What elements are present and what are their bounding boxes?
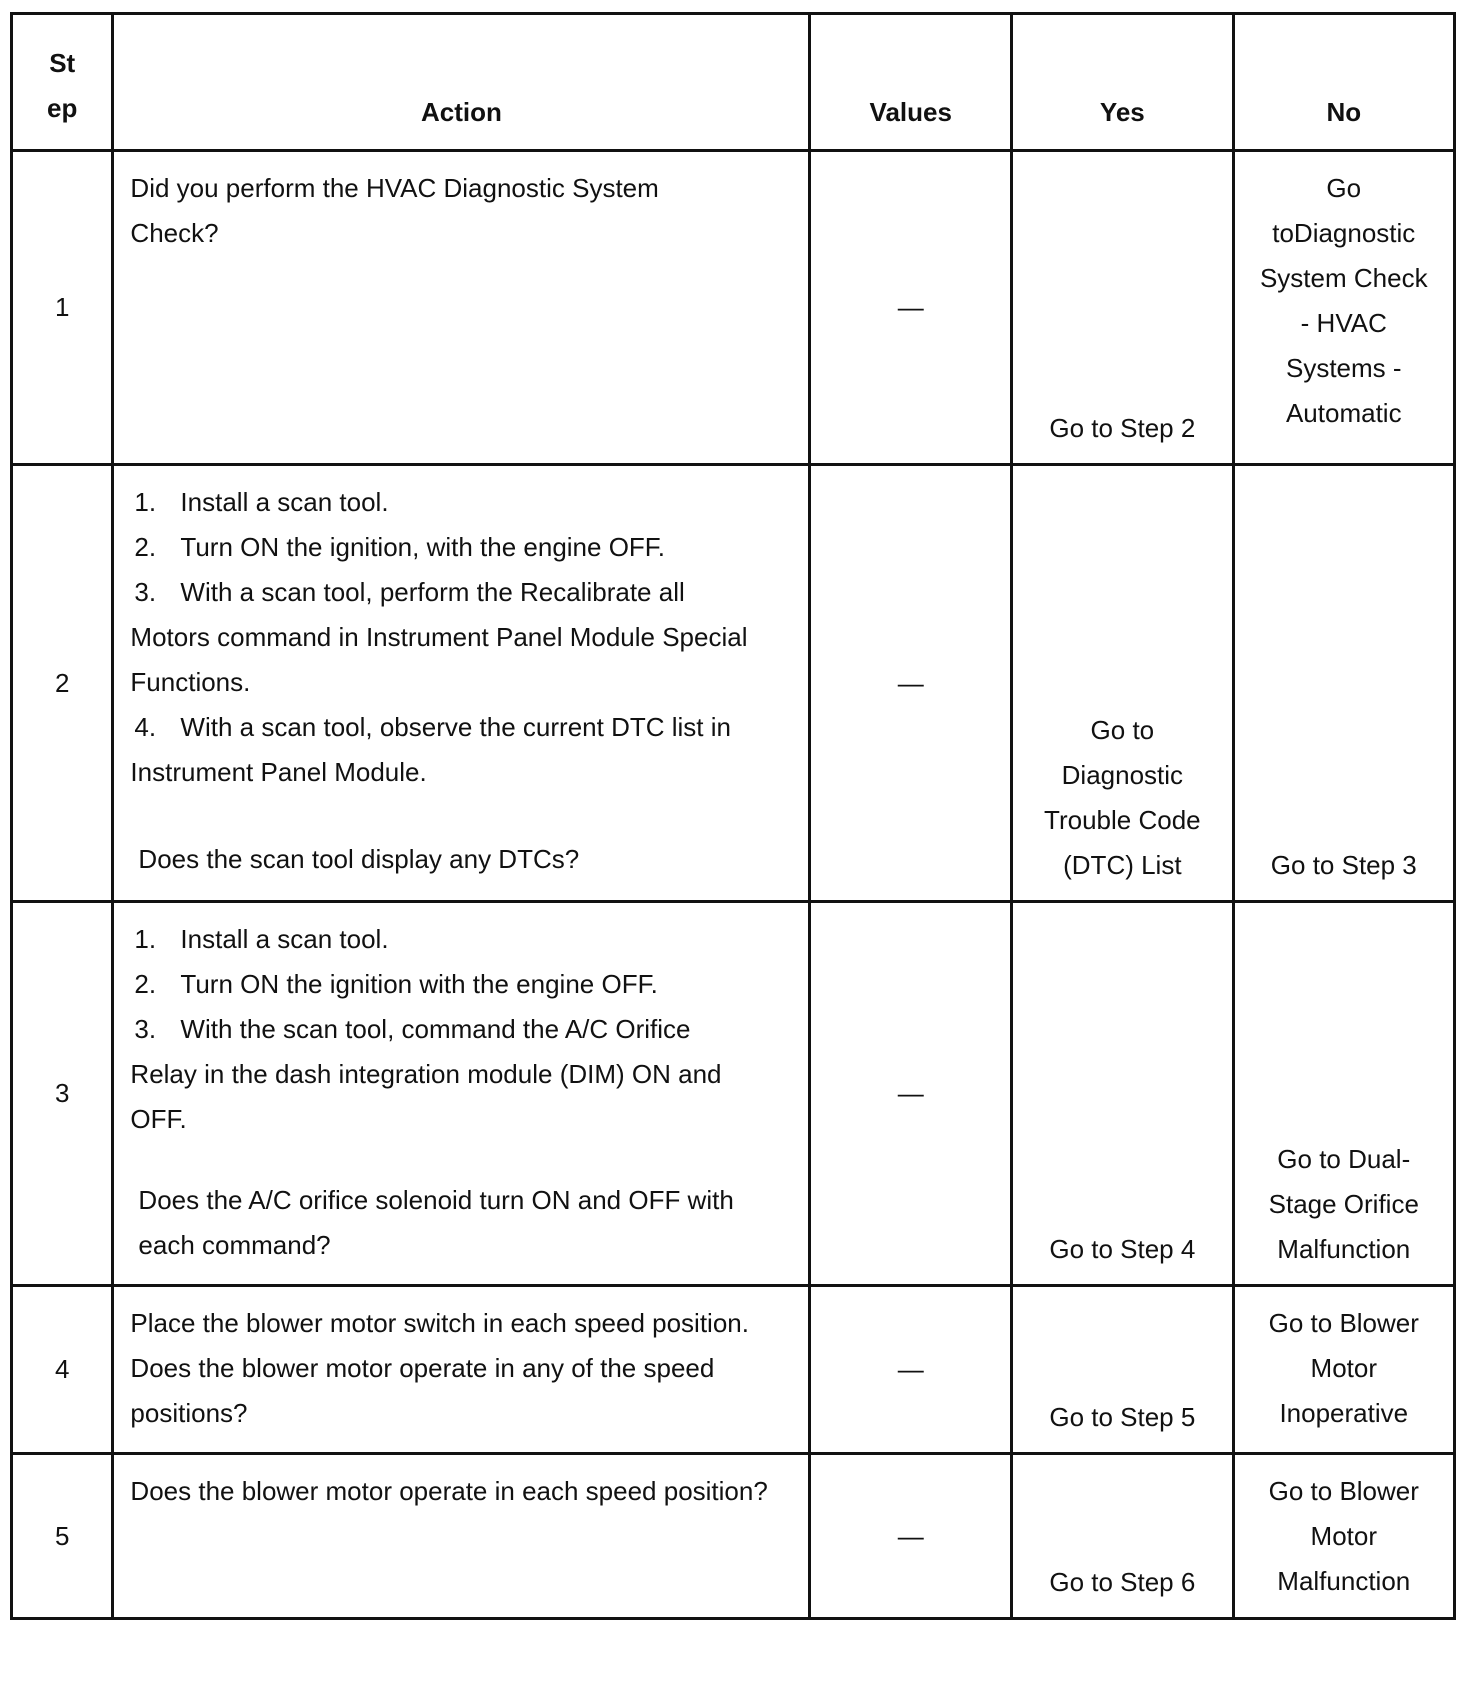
action-cell <box>113 902 810 1286</box>
yes-cell: Go to Step 6 <box>1012 1454 1233 1619</box>
diagnostic-table <box>10 12 1456 1620</box>
no-cell: Go toDiagnostic System Check - HVAC Systems - Automatic <box>1233 151 1454 465</box>
list-item-number: 2. <box>134 969 157 999</box>
step-number: 5 <box>12 1454 113 1619</box>
header-step-line1: St <box>49 48 76 78</box>
header-yes: Yes <box>1012 14 1233 151</box>
step-number: 4 <box>12 1286 113 1454</box>
header-row <box>12 14 1455 151</box>
step-number: 3 <box>12 902 113 1286</box>
list-item-text: With the scan tool, command the A/C Orifice Relay in the dash integration module (DIM) ON and OFF. <box>130 1014 722 1134</box>
values-cell: — <box>810 902 1012 1286</box>
action-cell <box>113 151 810 465</box>
spacer <box>130 1142 748 1178</box>
values-cell: — <box>810 1454 1012 1619</box>
list-item-text: Install a scan tool. <box>180 487 389 517</box>
list-item-number: 4. <box>134 712 157 742</box>
header-step-line2: ep <box>47 93 78 123</box>
diagnostic-table-page <box>10 12 1456 1620</box>
list-item-text: Install a scan tool. <box>180 924 389 954</box>
header-no: No <box>1233 14 1454 151</box>
header-values: Values <box>810 14 1012 151</box>
header-step <box>12 14 113 151</box>
action-text: Does the blower motor operate in each speed position? <box>130 1476 768 1506</box>
values-cell: — <box>810 465 1012 902</box>
list-item-number: 3. <box>134 1014 157 1044</box>
list-item-number: 3. <box>134 577 157 607</box>
list-item-number: 1. <box>134 924 157 954</box>
step-number: 1 <box>12 151 113 465</box>
list-item <box>130 1007 748 1142</box>
header-action: Action <box>113 14 810 151</box>
question-text: Does the A/C orifice solenoid turn ON and OFF with each command? <box>138 1185 734 1260</box>
list-item <box>130 917 748 962</box>
action-text: Place the blower motor switch in each speed position. Does the blower motor operate in any of the speed positions? <box>130 1308 749 1428</box>
step-number: 2 <box>12 465 113 902</box>
values-cell: — <box>810 151 1012 465</box>
question-text: Does the scan tool display any DTCs? <box>138 844 580 874</box>
list-item-text: With a scan tool, perform the Recalibrate all Motors command in Instrument Panel Module Special Functions. <box>130 577 748 697</box>
list-item-number: 1. <box>134 487 157 517</box>
no-cell: Go to Blower Motor Malfunction <box>1233 1454 1454 1619</box>
yes-cell: Go to Step 2 <box>1012 151 1233 465</box>
yes-cell: Go to Step 4 <box>1012 902 1233 1286</box>
no-cell: Go to Dual-Stage Orifice Malfunction <box>1233 902 1454 1286</box>
list-item <box>130 570 748 705</box>
table-row <box>12 902 1455 1286</box>
list-item <box>130 962 748 1007</box>
action-cell <box>113 465 810 902</box>
list-item-text: Turn ON the ignition with the engine OFF. <box>180 969 658 999</box>
list-item <box>130 705 748 795</box>
list-item-text: Turn ON the ignition, with the engine OFF. <box>180 532 666 562</box>
list-item-text: With a scan tool, observe the current DTC list in Instrument Panel Module. <box>130 712 731 787</box>
action-cell <box>113 1286 810 1454</box>
no-cell: Go to Blower Motor Inoperative <box>1233 1286 1454 1454</box>
list-item <box>130 480 748 525</box>
table-row <box>12 1454 1455 1619</box>
table-row <box>12 1286 1455 1454</box>
action-text: Did you perform the HVAC Diagnostic System Check? <box>130 173 659 248</box>
values-cell: — <box>810 1286 1012 1454</box>
action-cell <box>113 1454 810 1619</box>
list-item <box>130 525 748 570</box>
list-item-number: 2. <box>134 532 157 562</box>
table-row <box>12 151 1455 465</box>
spacer <box>130 795 748 837</box>
table-row <box>12 465 1455 902</box>
yes-cell: Go to Step 5 <box>1012 1286 1233 1454</box>
no-cell: Go to Step 3 <box>1233 465 1454 902</box>
yes-cell: Go to Diagnostic Trouble Code (DTC) List <box>1012 465 1233 902</box>
